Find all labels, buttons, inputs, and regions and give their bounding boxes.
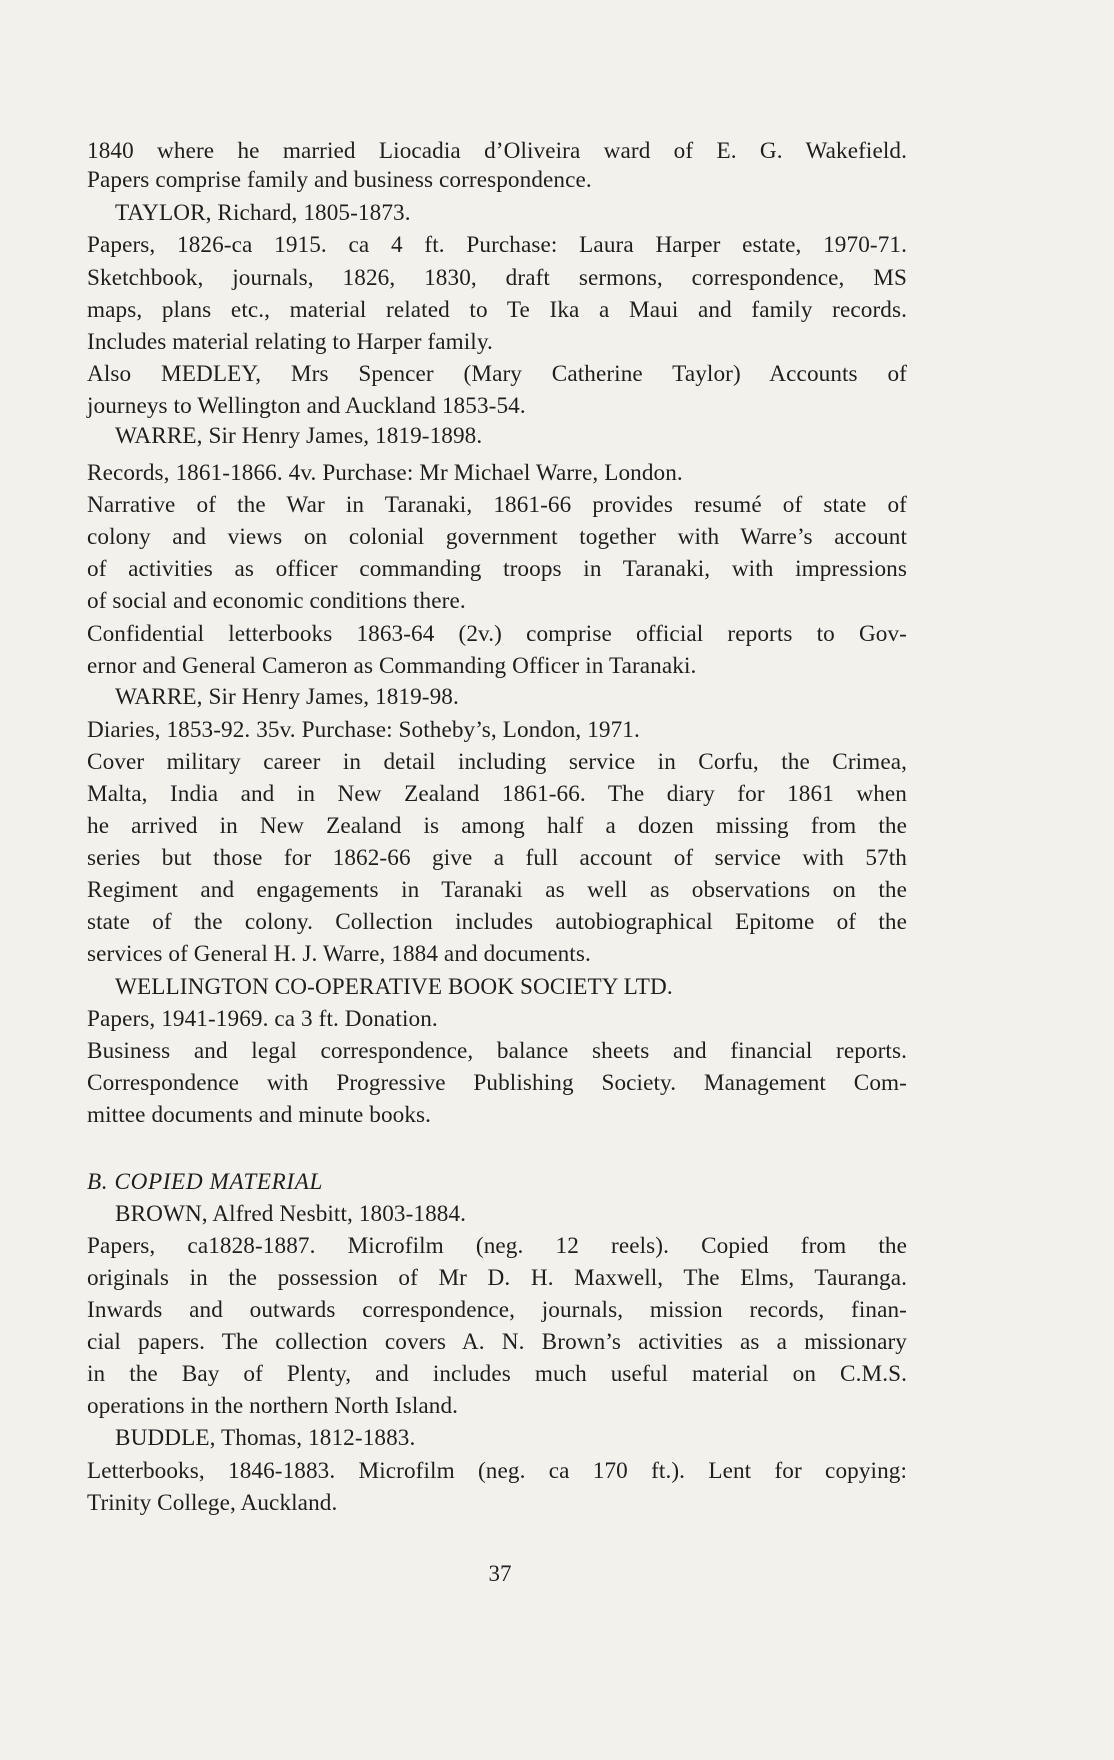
text-line: Papers, 1941-1969. ca 3 ft. Donation. (87, 1006, 438, 1032)
text-line: Regiment and engagements in Taranaki as well as observations on the (87, 877, 907, 903)
text-line: ernor and General Cameron as Commanding Officer in Taranaki. (87, 653, 697, 679)
text-line: of activities as officer commanding troops in Taranaki, with impressions (87, 556, 907, 582)
text-line: Letterbooks, 1846-1883. Microfilm (neg. ca 170 ft.). Lent for copying: (87, 1458, 907, 1484)
text-line: Cover military career in detail including service in Corfu, the Crimea, (87, 749, 907, 775)
text-line: state of the colony. Collection includes autobiographical Epitome of the (87, 909, 907, 935)
text-line: services of General H. J. Warre, 1884 and documents. (87, 941, 591, 967)
text-line: Papers comprise family and business correspondence. (87, 167, 592, 193)
text-line: he arrived in New Zealand is among half a dozen missing from the (87, 813, 907, 839)
text-line: Also MEDLEY, Mrs Spencer (Mary Catherine Taylor) Accounts of (87, 361, 907, 387)
entry-heading: WARRE, Sir Henry James, 1819-1898. (115, 423, 483, 449)
text-line: 1840 where he married Liocadia d’Oliveira ward of E. G. Wakefield. (87, 138, 907, 164)
page-number: 37 (488, 1561, 512, 1586)
entry-heading: WELLINGTON CO-OPERATIVE BOOK SOCIETY LTD. (115, 974, 673, 1000)
text-line: Correspondence with Progressive Publishing Society. Management Com- (87, 1070, 907, 1096)
text-line: mittee documents and minute books. (87, 1102, 432, 1128)
text-line: operations in the northern North Island. (87, 1393, 459, 1419)
text-line: Papers, 1826-ca 1915. ca 4 ft. Purchase: Laura Harper estate, 1970-71. (87, 232, 907, 258)
text-line: Papers, ca1828-1887. Microfilm (neg. 12 reels). Copied from the (87, 1233, 907, 1259)
text-line: Inwards and outwards correspondence, journals, mission records, finan- (87, 1297, 907, 1323)
text-line: Records, 1861-1866. 4v. Purchase: Mr Michael Warre, London. (87, 460, 683, 486)
text-line: colony and views on colonial government together with Warre’s account (87, 524, 907, 550)
text-line: Confidential letterbooks 1863-64 (2v.) comprise official reports to Gov- (87, 621, 907, 647)
entry-heading: TAYLOR, Richard, 1805-1873. (115, 200, 411, 226)
text-line: journeys to Wellington and Auckland 1853-54. (87, 393, 526, 419)
entry-heading: BUDDLE, Thomas, 1812-1883. (115, 1425, 416, 1451)
text-line: Business and legal correspondence, balance sheets and financial reports. (87, 1038, 907, 1064)
text-line: originals in the possession of Mr D. H. Maxwell, The Elms, Tauranga. (87, 1265, 907, 1291)
entry-heading: WARRE, Sir Henry James, 1819-98. (115, 684, 459, 710)
text-line: Trinity College, Auckland. (87, 1490, 338, 1516)
text-line: Malta, India and in New Zealand 1861-66. The diary for 1861 when (87, 781, 907, 807)
text-line: Sketchbook, journals, 1826, 1830, draft sermons, correspondence, MS (87, 265, 907, 291)
text-line: Narrative of the War in Taranaki, 1861-66 provides resumé of state of (87, 492, 907, 518)
text-line: series but those for 1862-66 give a full account of service with 57th (87, 845, 907, 871)
section-heading: B. COPIED MATERIAL (87, 1169, 323, 1195)
text-line: Includes material relating to Harper family. (87, 329, 493, 355)
text-line: cial papers. The collection covers A. N. Brown’s activities as a missionary (87, 1329, 907, 1355)
text-line: in the Bay of Plenty, and includes much useful material on C.M.S. (87, 1361, 907, 1387)
text-line: maps, plans etc., material related to Te Ika a Maui and family records. (87, 297, 907, 323)
entry-heading: BROWN, Alfred Nesbitt, 1803-1884. (115, 1201, 467, 1227)
text-line: of social and economic conditions there. (87, 588, 466, 614)
text-line: Diaries, 1853-92. 35v. Purchase: Sotheby’s, London, 1971. (87, 717, 640, 743)
